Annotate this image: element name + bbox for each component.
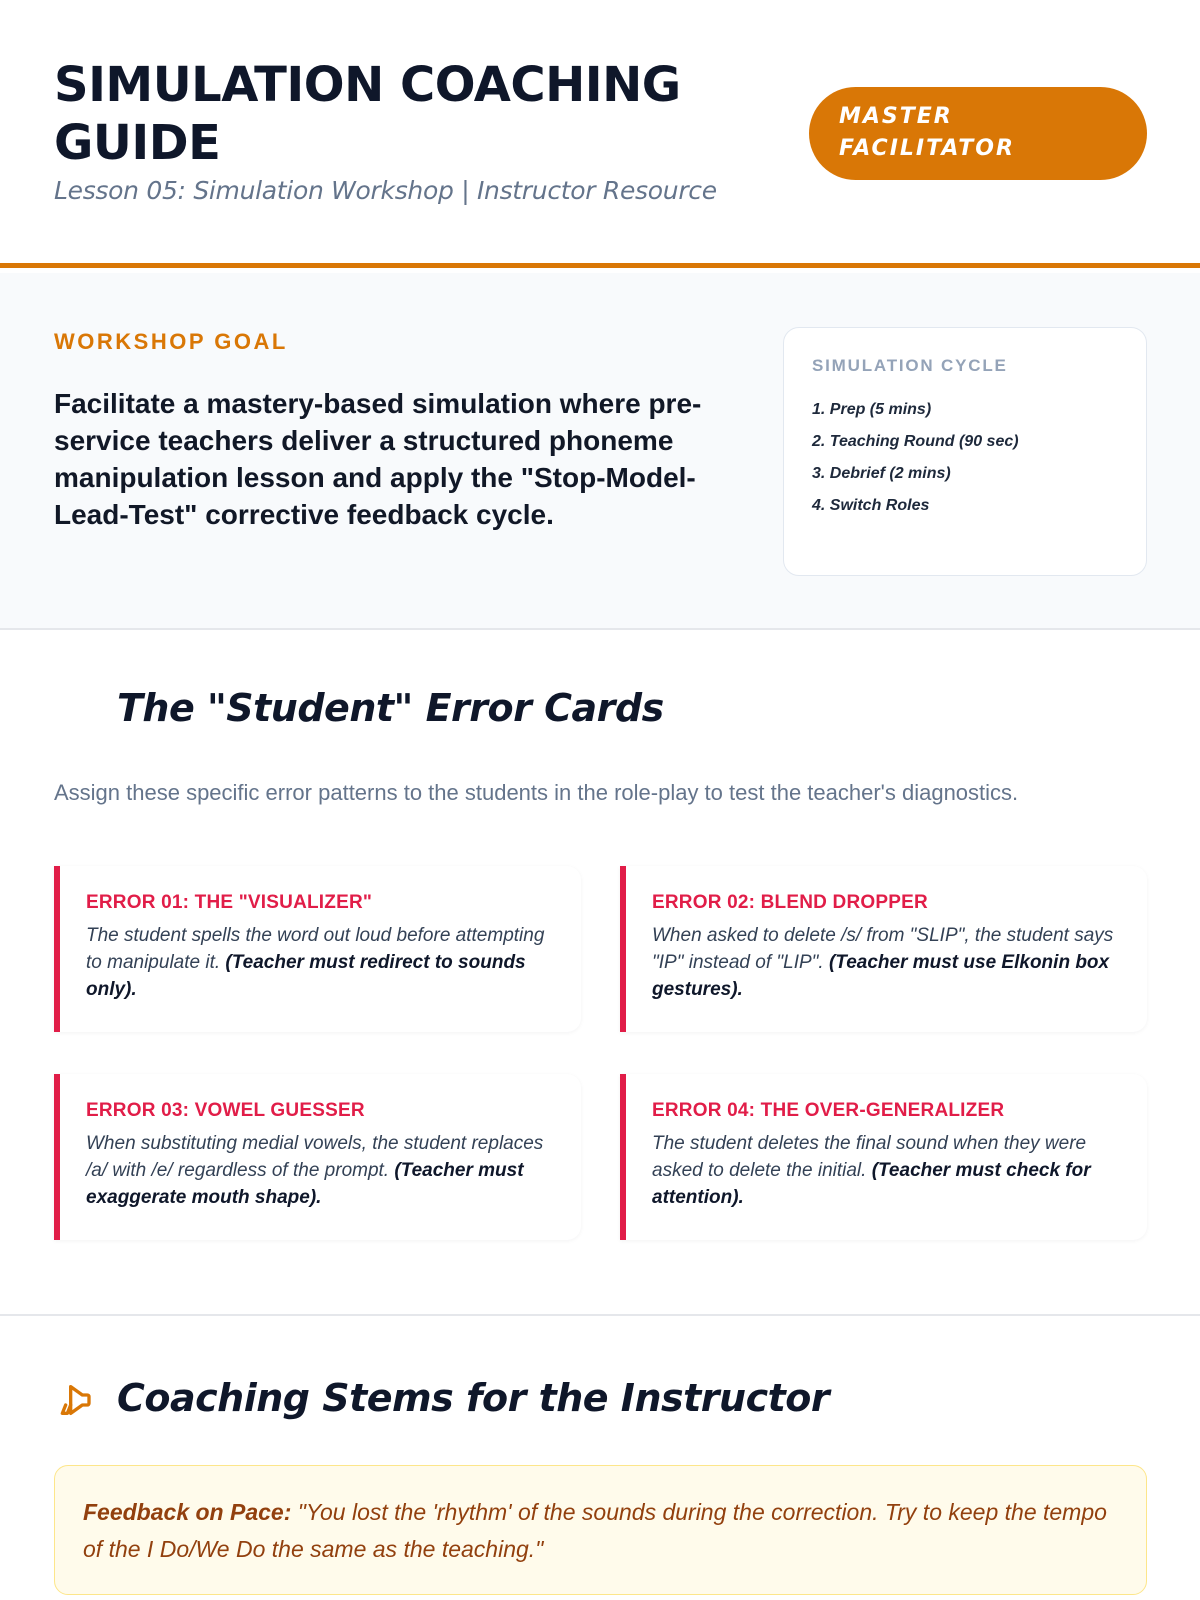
error-card-note: (Teacher must exaggerate mouth shape). xyxy=(86,1160,524,1208)
error-card-body: When substituting medial vowels, the student replaces /a/ with /e/ regardless of the prompt. (Teacher must exaggerate mouth shape). xyxy=(86,1133,544,1208)
error-card-title: ERROR 04: THE OVER-GENERALIZER xyxy=(652,1100,1005,1121)
error-card-title: ERROR 02: BLEND DROPPER xyxy=(652,892,928,913)
simulation-cycle-title: SIMULATION CYCLE xyxy=(812,356,1008,375)
error-card-note: (Teacher must redirect to sounds only). xyxy=(86,952,526,1000)
page-header xyxy=(0,0,1200,268)
simulation-cycle-card xyxy=(783,327,1147,576)
workshop-goal-text: Facilitate a mastery-based simulation where pre-service teachers deliver a structured phoneme manipulation lesson and apply the "Stop-Model-Lead-Test" corrective feedback cycle. xyxy=(54,388,702,530)
megaphone-icon xyxy=(54,1380,94,1420)
coaching-stem-card xyxy=(54,1465,1147,1595)
coaching-stem-label: Feedback on Pace: xyxy=(83,1499,292,1525)
error-card-note: (Teacher must use Elkonin box gestures). xyxy=(652,952,1110,1000)
error-card-body: The student spells the word out loud before attempting to manipulate it. (Teacher must redirect to sounds only). xyxy=(86,925,545,1000)
cycle-step: 2. Teaching Round (90 sec) xyxy=(812,433,1019,450)
role-badge: MASTER FACILITATOR xyxy=(809,87,1147,180)
error-cards-title: The "Student" Error Cards xyxy=(117,686,664,730)
coaching-stem-text: "You lost the 'rhythm' of the sounds during the correction. Try to keep the tempo of the I Do/We Do the same as the teaching." xyxy=(83,1499,1107,1562)
error-card xyxy=(54,1074,581,1240)
error-card-note: (Teacher must check for attention). xyxy=(652,1160,1091,1208)
cycle-step: 3. Debrief (2 mins) xyxy=(812,465,951,482)
coaching-stems-title: Coaching Stems for the Instructor xyxy=(117,1376,830,1420)
error-card-title: ERROR 01: THE "VISUALIZER" xyxy=(86,892,373,913)
workshop-goal-label: WORKSHOP GOAL xyxy=(54,329,288,354)
error-card xyxy=(54,866,581,1032)
error-card xyxy=(620,1074,1147,1240)
workshop-goal-section xyxy=(0,273,1200,630)
simulation-cycle-list xyxy=(812,394,1118,522)
error-card-body: The student deletes the final sound when they were asked to delete the initial. (Teacher must check for attention). xyxy=(652,1133,1091,1208)
error-card-title: ERROR 03: VOWEL GUESSER xyxy=(86,1100,365,1121)
section-divider xyxy=(0,1314,1200,1316)
error-cards-description: Assign these specific error patterns to the students in the role-play to test the teacher's diagnostics. xyxy=(54,780,1019,805)
cycle-step: 4. Switch Roles xyxy=(812,497,930,514)
cycle-step: 1. Prep (5 mins) xyxy=(812,401,932,418)
page-subtitle: Lesson 05: Simulation Workshop | Instructor Resource xyxy=(54,176,717,205)
error-card xyxy=(620,866,1147,1032)
page-title: SIMULATION COACHING GUIDE xyxy=(54,57,681,171)
error-card-body: When asked to delete /s/ from "SLIP", the student says "IP" instead of "LIP". (Teacher must use Elkonin box gestures). xyxy=(652,925,1114,1000)
